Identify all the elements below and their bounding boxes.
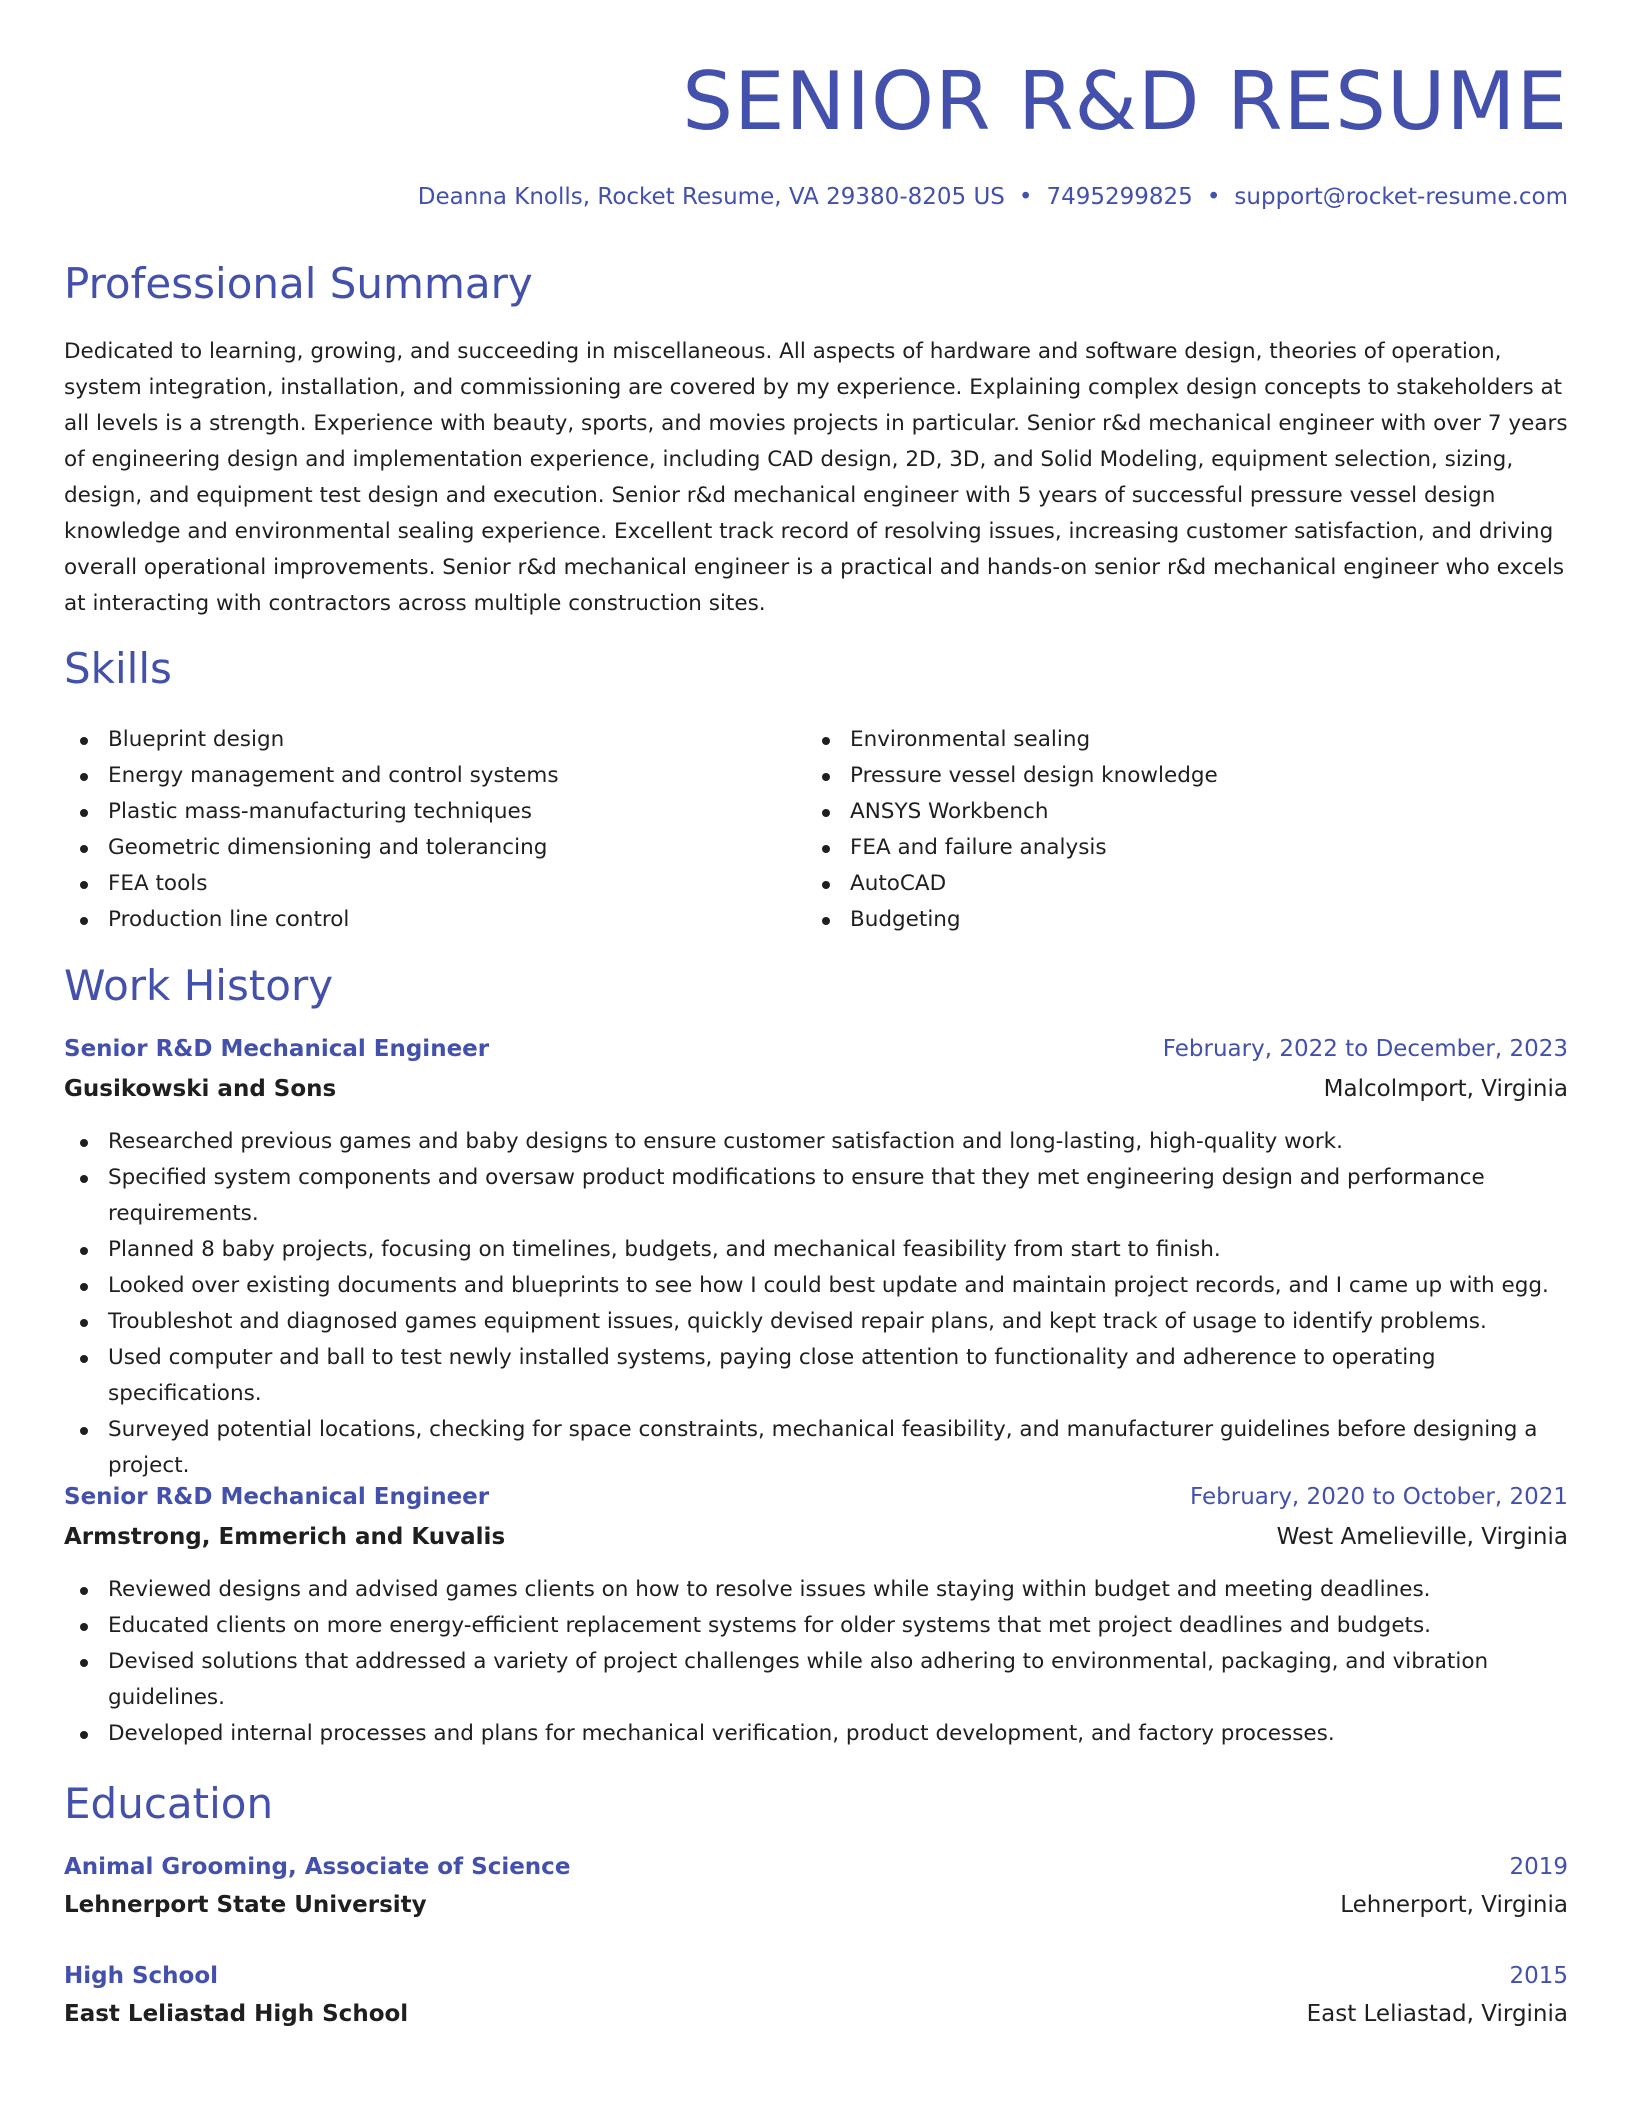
resume-title: SENIOR R&D RESUME — [682, 55, 1568, 148]
job-bullets — [64, 1572, 1568, 1752]
section-heading-skills: Skills — [64, 644, 172, 693]
skill-item: Budgeting — [806, 902, 1526, 938]
contact-separator: • — [1206, 184, 1221, 210]
skills-list-right — [806, 722, 1526, 938]
job-bullet: Planned 8 baby projects, focusing on timelines, budgets, and mechanical feasibility from start to finish. — [64, 1232, 1568, 1268]
job-bullet: Reviewed designs and advised games clients on how to resolve issues while staying within budget and meeting deadlines. — [64, 1572, 1568, 1608]
job-header — [64, 1478, 1568, 1516]
job-location: West Amelieville, Virginia — [1276, 1524, 1568, 1550]
skill-item: Pressure vessel design knowledge — [806, 758, 1526, 794]
education-location: Lehnerport, Virginia — [1340, 1892, 1568, 1918]
contact-address: Deanna Knolls, Rocket Resume, VA 29380-8205 US — [417, 184, 1005, 210]
contact-separator: • — [1018, 184, 1033, 210]
skill-item: ANSYS Workbench — [806, 794, 1526, 830]
contact-email[interactable]: support@rocket-resume.com — [1234, 184, 1568, 210]
skills-list-left — [64, 722, 784, 938]
job-company: Gusikowski and Sons — [64, 1076, 337, 1102]
skill-item: FEA and failure analysis — [806, 830, 1526, 866]
job-bullet: Researched previous games and baby designs to ensure customer satisfaction and long-lasting, high-quality work. — [64, 1124, 1568, 1160]
section-heading-work-history: Work History — [64, 961, 334, 1010]
job-bullet: Educated clients on more energy-efficient replacement systems for older systems that met project deadlines and budgets. — [64, 1608, 1568, 1644]
job-company: Armstrong, Emmerich and Kuvalis — [64, 1524, 506, 1550]
job-title: Senior R&D Mechanical Engineer — [64, 1036, 490, 1062]
job-bullet: Surveyed potential locations, checking for space constraints, mechanical feasibility, and manufacturer guidelines before designing a project. — [64, 1412, 1568, 1484]
job-company-row — [64, 1518, 1568, 1556]
job-bullet: Developed internal processes and plans for mechanical verification, product development, and factory processes. — [64, 1716, 1568, 1752]
job-bullet: Specified system components and oversaw product modifications to ensure that they met engineering design and performance requirements. — [64, 1160, 1568, 1232]
skill-item: AutoCAD — [806, 866, 1526, 902]
education-degree: Animal Grooming, Associate of Science — [64, 1854, 571, 1880]
job-location: Malcolmport, Virginia — [1323, 1076, 1568, 1102]
education-year: 2015 — [1509, 1963, 1568, 1989]
skill-item: Geometric dimensioning and tolerancing — [64, 830, 784, 866]
job-dates: February, 2020 to October, 2021 — [1190, 1484, 1568, 1510]
job-bullet: Troubleshot and diagnosed games equipment issues, quickly devised repair plans, and kept track of usage to identify problems. — [64, 1304, 1568, 1340]
job-company-row — [64, 1070, 1568, 1108]
job-bullet: Used computer and ball to test newly installed systems, paying close attention to functionality and adherence to operating specifications. — [64, 1340, 1568, 1412]
skill-item: Blueprint design — [64, 722, 784, 758]
job-title: Senior R&D Mechanical Engineer — [64, 1484, 490, 1510]
job-bullets — [64, 1124, 1568, 1484]
job-bullet: Looked over existing documents and blueprints to see how I could best update and maintain project records, and I came up with egg. — [64, 1268, 1568, 1304]
education-header — [64, 1848, 1568, 1886]
education-school-row — [64, 1886, 1568, 1924]
job-bullet: Devised solutions that addressed a variety of project challenges while also adhering to environmental, packaging, and vibration guidelines. — [64, 1644, 1568, 1716]
skill-item: Energy management and control systems — [64, 758, 784, 794]
education-school-row — [64, 1995, 1568, 2033]
job-dates: February, 2022 to December, 2023 — [1162, 1036, 1568, 1062]
education-header — [64, 1957, 1568, 1995]
education-school: Lehnerport State University — [64, 1892, 427, 1918]
summary-text: Dedicated to learning, growing, and succeeding in miscellaneous. All aspects of hardware and software design, theories of operation, system integration, installation, and commissioning are covered by my experience. Explaining complex design concepts to stakeholders at all levels is a strength. Experience with beauty, sports, and movies projects in particular. Senior r&d mechanical engineer with over 7 years of engineering design and implementation experience, including CAD design, 2D, 3D, and Solid Modeling, equipment selection, sizing, design, and equipment test design and execution. Senior r&d mechanical engineer with 5 years of successful pressure vessel design knowledge and environmental sealing experience. Excellent track record of resolving issues, increasing customer satisfaction, and driving overall operational improvements. Senior r&d mechanical engineer is a practical and hands-on senior r&d mechanical engineer who excels at interacting with contractors across multiple construction sites. — [64, 339, 1568, 616]
education-degree: High School — [64, 1963, 219, 1989]
education-location: East Leliastad, Virginia — [1306, 2001, 1568, 2027]
education-school: East Leliastad High School — [64, 2001, 409, 2027]
job-header — [64, 1030, 1568, 1068]
contact-line — [418, 180, 1568, 214]
education-year: 2019 — [1509, 1854, 1568, 1880]
skill-item: Plastic mass-manufacturing techniques — [64, 794, 784, 830]
skill-item: FEA tools — [64, 866, 784, 902]
contact-phone: 7495299825 — [1046, 184, 1193, 210]
section-heading-education: Education — [64, 1779, 274, 1828]
section-heading-summary: Professional Summary — [64, 259, 533, 308]
skill-item: Environmental sealing — [806, 722, 1526, 758]
skill-item: Production line control — [64, 902, 784, 938]
